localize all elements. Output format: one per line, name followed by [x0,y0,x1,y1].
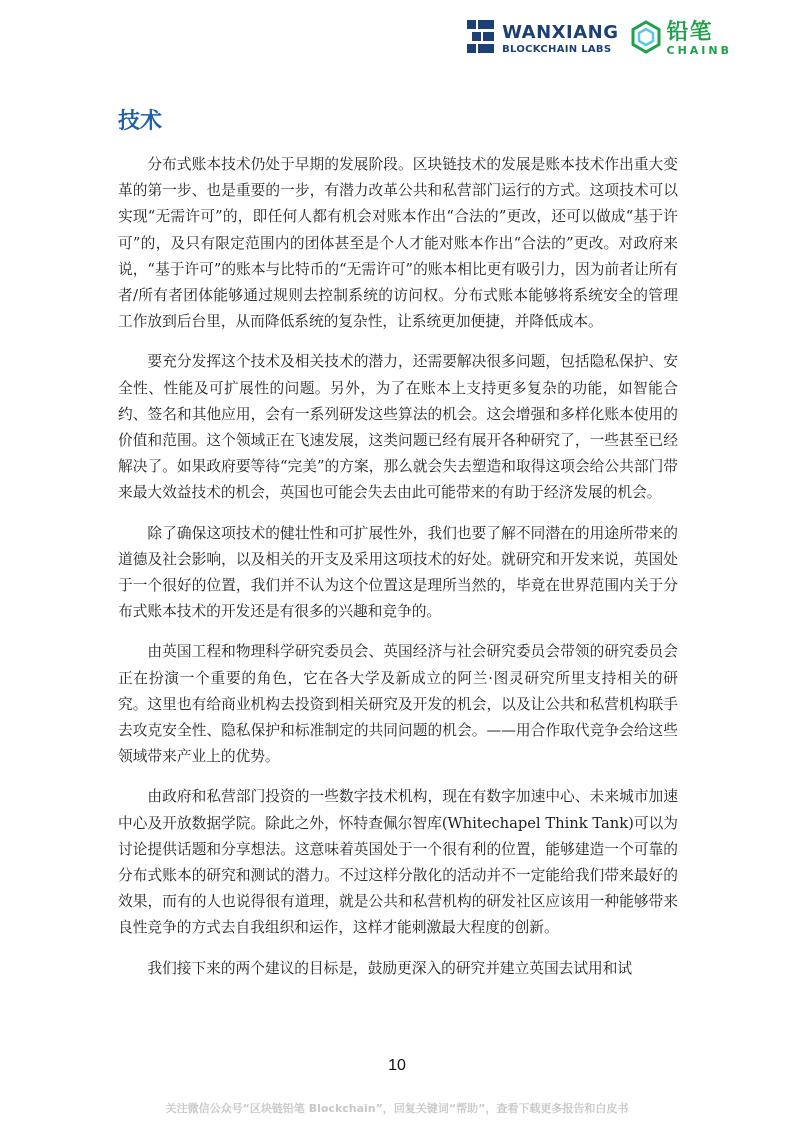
chainb-chinese-name: 铅笔 [666,20,713,45]
chainb-english-name: CHAINB [666,44,732,57]
wanxiang-name: WANXIANG [502,21,619,43]
page-number: 10 [388,1057,406,1074]
wanxiang-subtitle: BLOCKCHAIN LABS [502,43,612,55]
chainb-logo [629,20,732,58]
footer-note: 关注微信公众号“区块链铅笔 Blockchain”，回复关键词“帮助”，查看下载更多报告和白皮书 [165,1102,629,1115]
wanxiang-logo [466,18,618,60]
paragraph: 除了确保这项技术的健壮性和可扩展性外，我们也要了解不同潜在的用途所带来的道德及社会影响，以及相关的开支及采用这项技术的好处。就研究和开发来说，英国处于一个很好的位置，我们并不认为这个位置这是理所当然的，毕竟在世界范围内关于分布式账本技术的开发还是有很多的兴趣和竞争的。 [118,524,678,621]
header-logos [466,18,732,60]
paragraph: 由英国工程和物理科学研究委员会、英国经济与社会研究委员会带领的研究委员会正在扮演一个重要的角色，它在各大学及新成立的阿兰·图灵研究所里支持相关的研究。这里也有给商业机构去投资到相关研究及开发的机会，以及让公共和私营机构联手去攻克安全性、隐私保护和标准制定的共同问题的机会。——用合作取代竞争会给这些领域带来产业上的优势。 [118,643,678,766]
wanxiang-logo-icon [466,18,496,60]
paragraph: 由政府和私营部门投资的一些数字技术机构，现在有数字加速中心、未来城市加速中心及开放数据学院。除此之外，怀特查佩尔智库(Whitechapel Think Tank)可以为讨论提供话题和分享想法。这意味着英国处于一个很有利的位置，能够建造一个可靠的分布式账本的研究和测试的潜力。不过这样分散化的活动并不一定能给我们带来最好的效果，而有的人也说得很有道理，就是公共和私营机构的研发社区应该用一种能够带来良性竞争的方式去自我组织和运作，这样才能刺激最大程度的创新。 [118,788,678,937]
chainb-logo-icon [629,20,663,58]
section-title: 技术 [118,109,163,134]
paragraph: 我们接下来的两个建议的目标是，鼓励更深入的研究并建立英国去试用和试 [147,959,633,977]
body-text [118,152,678,996]
paragraph: 要充分发挥这个技术及相关技术的潜力，还需要解决很多问题，包括隐私保护、安全性、性能及可扩展性的问题。另外，为了在账本上支持更多复杂的功能，如智能合约、签名和其他应用，会有一系列研发这些算法的机会。这会增强和多样化账本使用的价值和范围。这个领域正在飞速发展，这类问题已经有展开各种研究了，一些甚至已经解决了。如果政府要等待“完美”的方案，那么就会失去塑造和取得这项会给公共部门带来最大效益技术的机会，英国也可能会失去由此可能带来的有助于经济发展的机会。 [118,353,678,502]
paragraph: 分布式账本技术仍处于早期的发展阶段。区块链技术的发展是账本技术作出重大变革的第一步、也是重要的一步，有潜力改革公共和私营部门运行的方式。这项技术可以实现“无需许可”的，即任何人都有机会对账本作出“合法的”更改，还可以做成“基于许可”的，及只有限定范围内的团体甚至是个人才能对账本作出“合法的”更改。对政府来说，“基于许可”的账本与比特币的“无需许可”的账本相比更有吸引力，因为前者让所有者/所有者团体能够通过规则去控制系统的访问权。分布式账本能够将系统安全的管理工作放到后台里，从而降低系统的复杂性，让系统更加便捷，并降低成本。 [118,156,678,331]
